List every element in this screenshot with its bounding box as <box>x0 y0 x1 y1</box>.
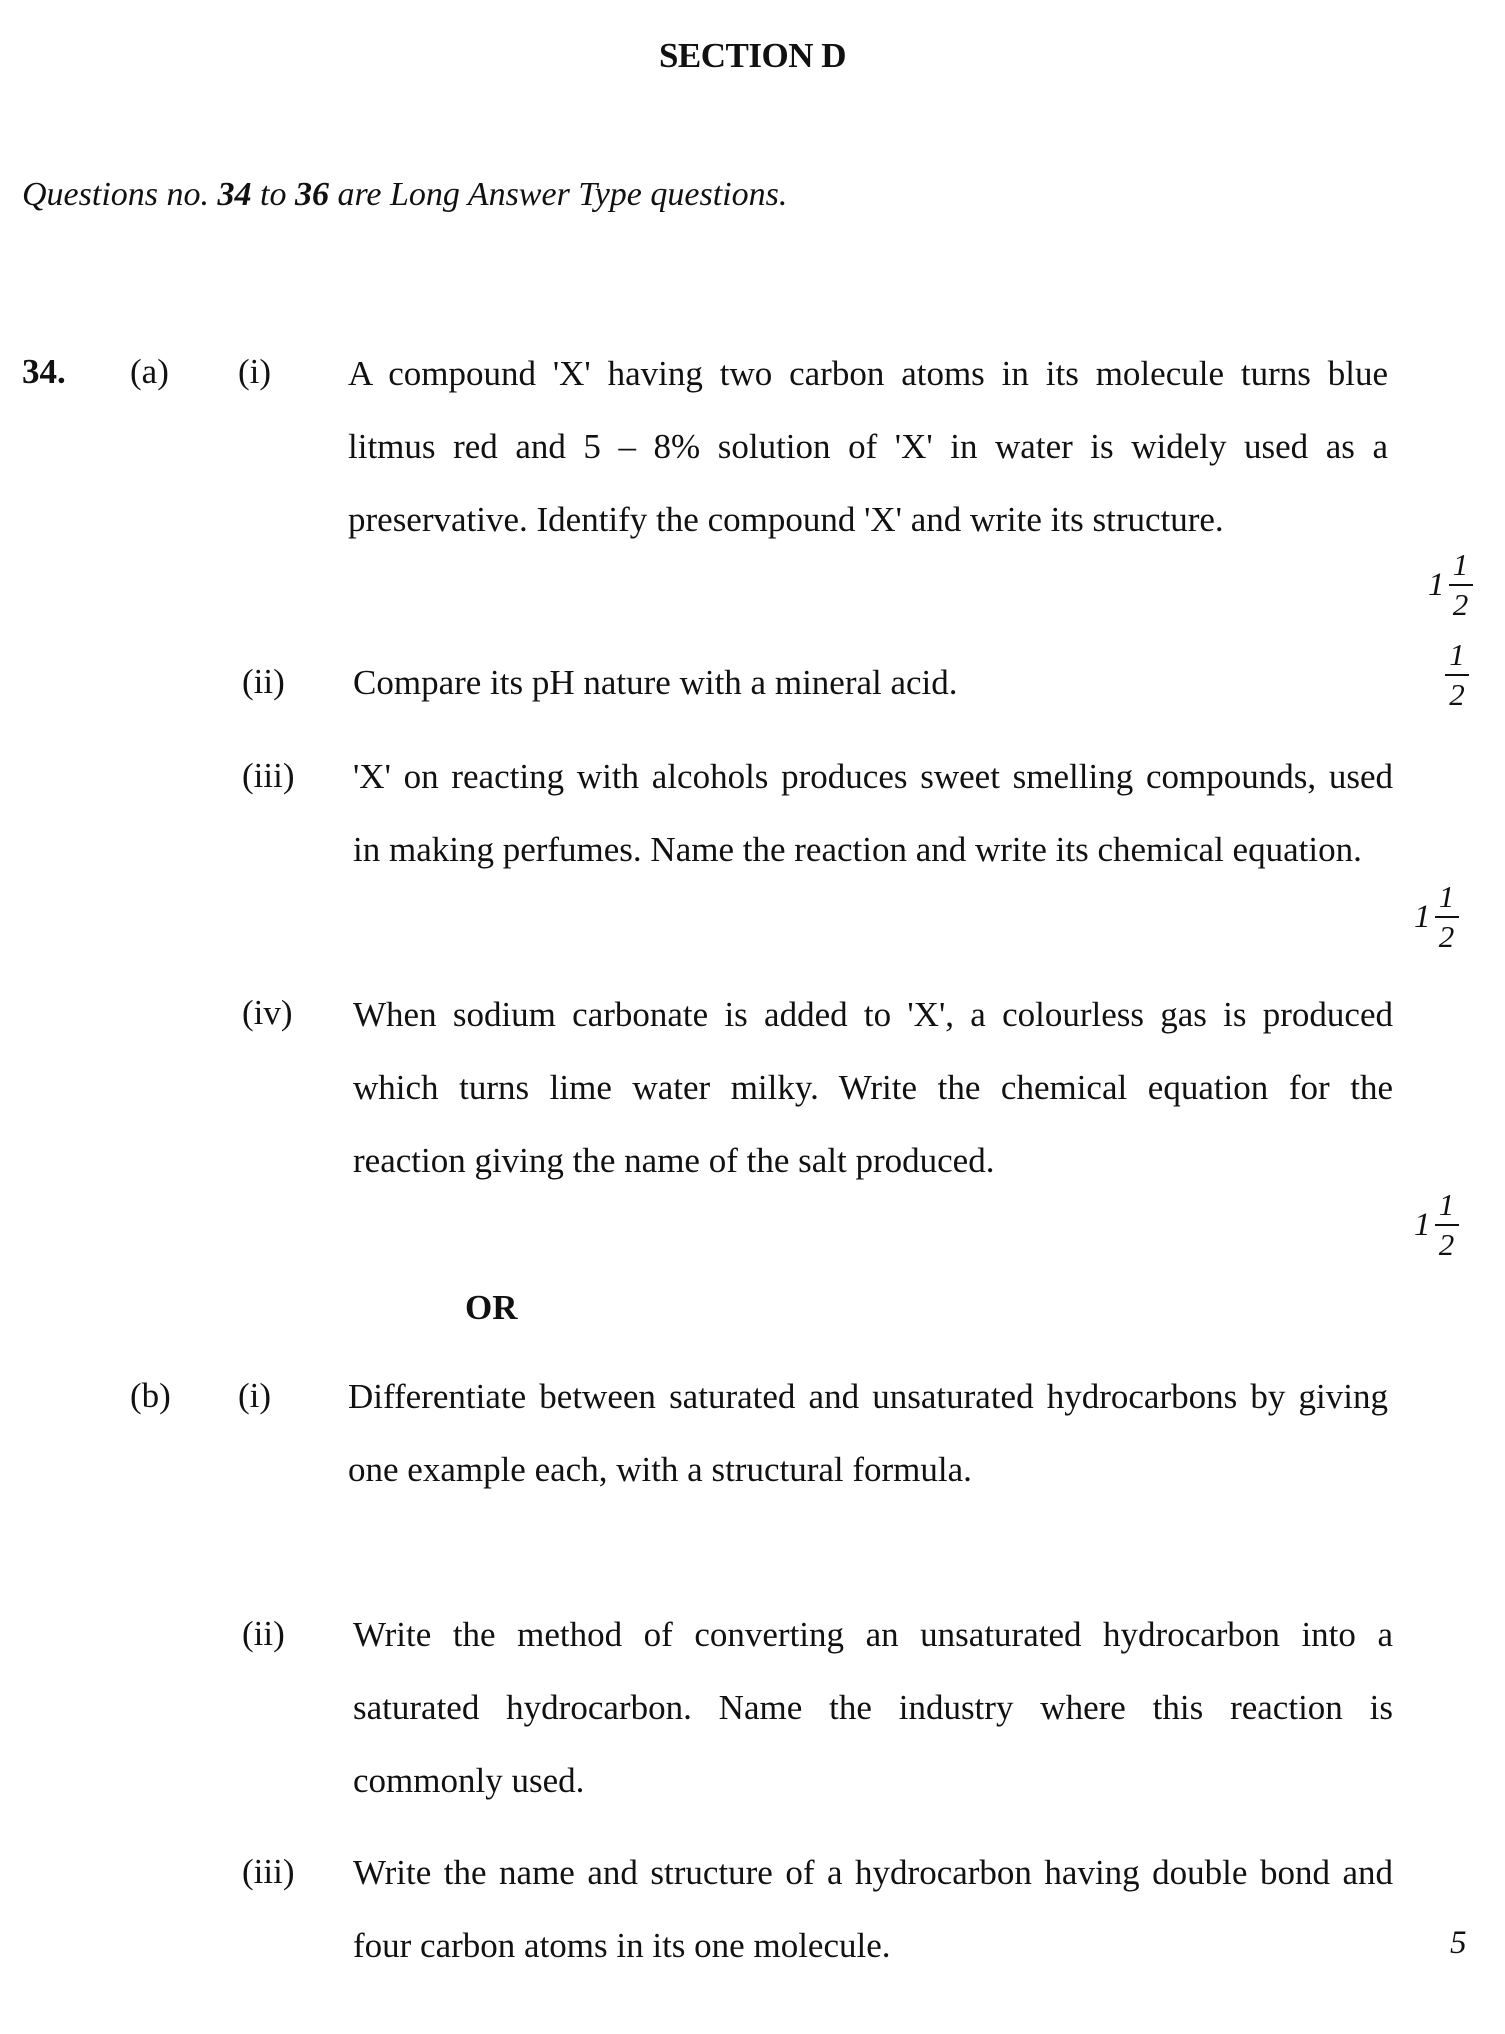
part-b-ii-label: (ii) <box>242 1614 285 1653</box>
instructions-middle: to <box>251 176 295 213</box>
part-b-i-label: (i) <box>238 1376 272 1415</box>
instructions-from-number: 34 <box>217 176 252 213</box>
part-a-iv-marks <box>1414 1188 1459 1262</box>
part-a-i-text: A compound 'X' having two carbon atoms in its molecule turns blue litmus red and 5 – 8% solution of 'X' in water is widely used as a preservative. Identify the compound 'X' and write its structure. <box>348 354 1388 539</box>
instructions-suffix: are Long Answer Type questions. <box>328 176 788 213</box>
instructions-to-number: 36 <box>294 176 329 213</box>
fraction-bar <box>1445 674 1469 676</box>
part-b-label: (b) <box>130 1376 171 1415</box>
marks-whole: 1 <box>1414 1206 1431 1243</box>
part-a-ii-text: Compare its pH nature with a mineral acid. <box>353 663 958 702</box>
part-b-iii-label: (iii) <box>242 1852 295 1891</box>
fraction-denominator: 2 <box>1452 587 1469 622</box>
marks-fraction <box>1445 638 1469 712</box>
section-instructions <box>22 176 787 214</box>
fraction-denominator: 2 <box>1438 1227 1455 1262</box>
part-a-iii-label: (iii) <box>242 756 295 795</box>
part-a-iv-text: When sodium carbonate is added to 'X', a colourless gas is produced which turns lime water milky. Write the chemical equation for the reaction giving the name of the salt produced. <box>353 995 1393 1180</box>
fraction-bar <box>1435 916 1459 918</box>
part-a-iii-text: 'X' on reacting with alcohols produces sweet smelling compounds, used in making perfumes. Name the reaction and write its chemical equation. <box>353 757 1393 869</box>
part-a-ii-marks <box>1441 638 1469 712</box>
part-b-ii-text: Write the method of converting an unsaturated hydrocarbon into a saturated hydrocarbon. Name the industry where this reaction is commonly used. <box>353 1615 1393 1800</box>
fraction-denominator: 2 <box>1438 919 1455 954</box>
marks-fraction <box>1435 1188 1459 1262</box>
part-a-i-marks <box>1428 548 1473 622</box>
fraction-bar <box>1449 584 1473 586</box>
marks-fraction <box>1435 880 1459 954</box>
fraction-numerator: 1 <box>1449 637 1465 672</box>
instructions-prefix: Questions no. <box>22 176 218 213</box>
part-a-iv-label: (iv) <box>242 993 293 1032</box>
part-b-i-text: Differentiate between saturated and unsaturated hydrocarbons by giving one example each, with a structural formula. <box>348 1377 1388 1489</box>
marks-whole: 1 <box>1414 898 1431 935</box>
question-total-marks: 5 <box>1450 1925 1467 1961</box>
fraction-numerator: 1 <box>1438 879 1455 914</box>
fraction-bar <box>1435 1224 1459 1226</box>
part-a-i-label: (i) <box>238 352 272 391</box>
section-title: SECTION D <box>658 36 847 75</box>
question-number: 34. <box>22 352 66 391</box>
marks-whole: 1 <box>1428 566 1445 603</box>
or-separator: OR <box>465 1288 518 1327</box>
fraction-numerator: 1 <box>1452 547 1469 582</box>
fraction-denominator: 2 <box>1449 677 1465 712</box>
marks-fraction <box>1449 548 1473 622</box>
part-a-ii-label: (ii) <box>242 662 285 701</box>
part-a-label: (a) <box>130 352 169 391</box>
part-b-iii-text: Write the name and structure of a hydrocarbon having double bond and four carbon atoms in its one molecule. <box>353 1853 1393 1965</box>
fraction-numerator: 1 <box>1438 1187 1455 1222</box>
part-a-iii-marks <box>1414 880 1459 954</box>
